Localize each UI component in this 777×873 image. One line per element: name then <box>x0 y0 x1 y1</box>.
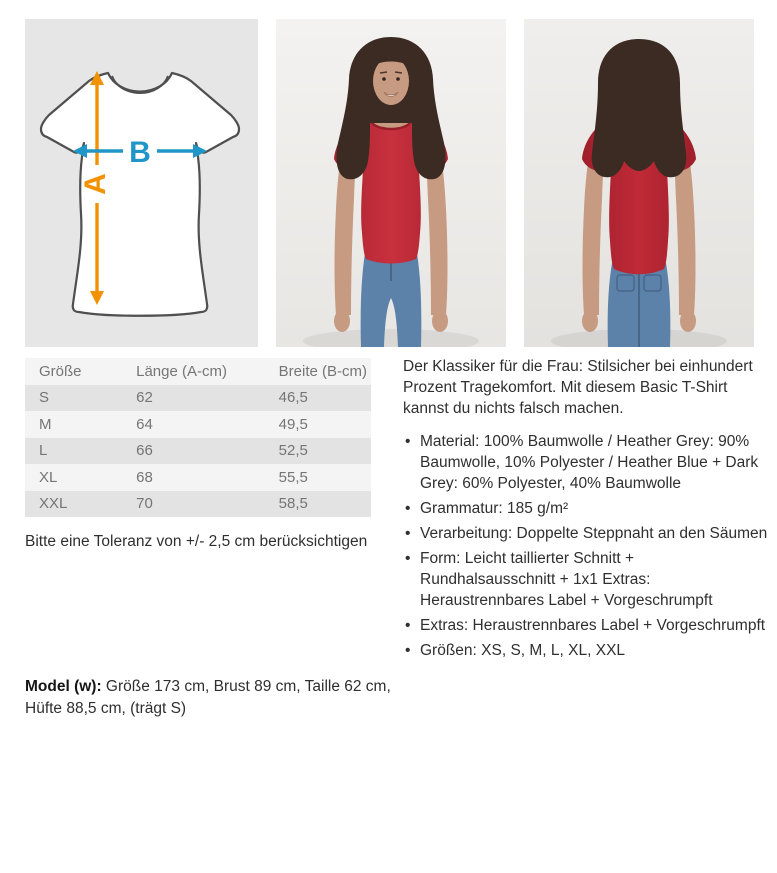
size-cell: M <box>39 415 52 433</box>
model-front-illustration <box>276 19 506 347</box>
length-cell: 64 <box>136 415 153 433</box>
model-front-photo <box>276 19 506 347</box>
length-cell: 68 <box>136 468 153 486</box>
column-header-laenge: Länge (A-cm) <box>136 362 227 380</box>
left-hand <box>582 310 598 332</box>
model-back-photo <box>524 19 754 347</box>
length-cell: 62 <box>136 389 153 407</box>
width-cell: 49,5 <box>278 415 308 433</box>
product-description <box>403 356 769 665</box>
table-row <box>25 411 371 438</box>
size-diagram-illustration <box>25 19 258 347</box>
left-eye <box>382 77 386 81</box>
left-hand <box>334 310 350 332</box>
feature-list <box>403 431 769 661</box>
size-cell: XXL <box>39 495 68 513</box>
size-cell: L <box>39 442 48 460</box>
size-cell: S <box>39 389 50 407</box>
label-b: B <box>129 136 151 169</box>
model-measurements <box>25 676 397 719</box>
tolerance-note: Bitte eine Toleranz von +/- 2,5 cm berücksichtigen <box>25 533 368 550</box>
width-cell: 46,5 <box>278 389 308 407</box>
list-item: • Form: Leicht taillierter Schnitt + Rundhalsausschnitt + 1x1 Extras: Heraustrennbares Label + Vorgeschrumpft <box>403 548 769 611</box>
length-cell: 66 <box>136 442 153 460</box>
list-item: • Verarbeitung: Doppelte Steppnaht an den Säumen <box>403 523 769 544</box>
table-row <box>25 491 371 518</box>
hair <box>592 39 687 177</box>
size-diagram <box>25 19 258 347</box>
right-eye <box>396 77 400 81</box>
list-item: • Material: 100% Baumwolle / Heather Grey: 90% Baumwolle, 10% Polyester / Heather Blue + Dark Grey: 60% Polyester, 40% Baumwolle <box>403 431 769 494</box>
table-row <box>25 385 371 412</box>
product-images-row <box>25 19 754 347</box>
table-row <box>25 464 371 491</box>
width-cell: 55,5 <box>278 468 308 486</box>
list-item: • Größen: XS, S, M, L, XL, XXL <box>403 640 769 661</box>
size-table <box>25 358 371 517</box>
width-cell: 58,5 <box>278 495 308 513</box>
right-hand <box>680 310 696 332</box>
column-header-groesse: Größe <box>39 362 82 380</box>
right-hand <box>432 310 448 332</box>
model-text: Größe 173 cm, Brust 89 cm, Taille 62 cm, Hüfte 88,5 cm, (trägt S) <box>25 678 391 717</box>
model-label: Model (w): <box>25 678 102 695</box>
size-table-header-row <box>25 358 371 385</box>
length-cell: 70 <box>136 495 153 513</box>
description-intro: Der Klassiker für die Frau: Stilsicher bei einhundert Prozent Tragekomfort. Mit diesem Basic T-Shirt kannst du nichts falsch machen. <box>403 358 753 417</box>
list-item: • Extras: Heraustrennbares Label + Vorgeschrumpft <box>403 615 769 636</box>
table-row <box>25 438 371 465</box>
column-header-breite: Breite (B-cm) <box>278 362 367 380</box>
label-a: A <box>78 173 112 195</box>
list-item: • Grammatur: 185 g/m² <box>403 498 769 519</box>
width-cell: 52,5 <box>278 442 308 460</box>
model-back-illustration <box>524 19 754 347</box>
size-table-section <box>25 358 371 517</box>
size-cell: XL <box>39 468 58 486</box>
face <box>373 57 409 105</box>
